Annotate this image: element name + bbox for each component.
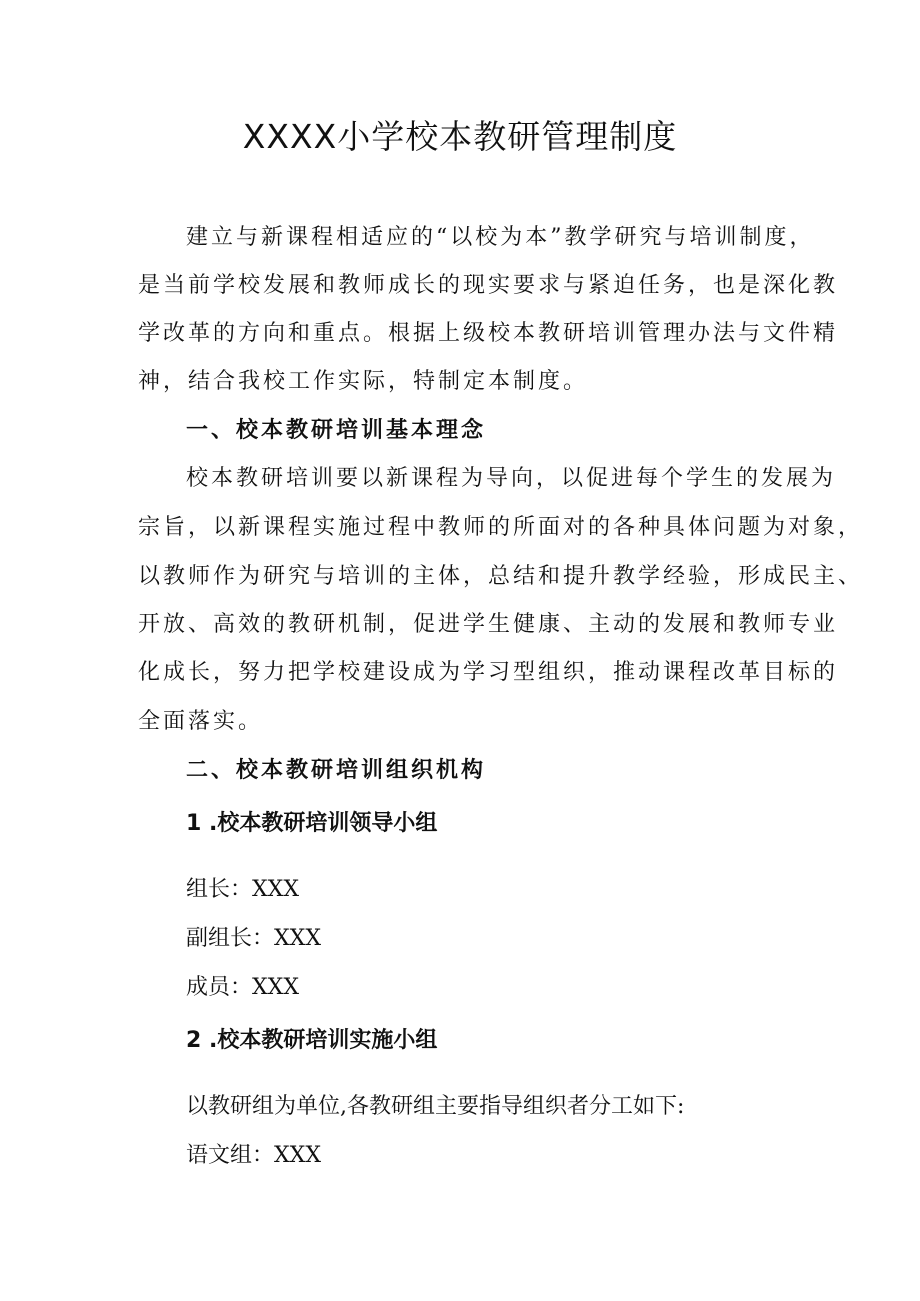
- leader-line: 组长：XXX: [186, 877, 299, 902]
- section-1-line-3: 以教师作为研究与培训的主体，总结和提升教学经验，形成民主、: [138, 564, 864, 589]
- intro-line-3: 学改革的方向和重点。根据上级校本教研培训管理办法与文件精: [138, 321, 839, 346]
- section-1-line-6: 全面落实。: [138, 709, 264, 734]
- document-title: XXXX小学校本教研管理制度: [242, 117, 678, 156]
- section-2-heading: 二、校本教研培训组织机构: [186, 758, 487, 783]
- section-1-line-5: 化成长，努力把学校建设成为学习型组织，推动课程改革目标的: [138, 660, 839, 685]
- section-1-heading: 一、校本教研培训基本理念: [186, 418, 487, 443]
- intro-line-4: 神，结合我校工作实际，特制定本制度。: [138, 369, 589, 394]
- subsection-1-heading: 1 .校本教研培训领导小组: [186, 811, 438, 836]
- members-line: 成员：XXX: [186, 975, 299, 1000]
- division-intro-line: 以教研组为单位,各教研组主要指导组织者分工如下:: [186, 1094, 685, 1119]
- section-1-line-2: 宗旨，以新课程实施过程中教师的所面对的各种具体问题为对象，: [138, 515, 864, 540]
- chinese-group-line: 语文组：XXX: [186, 1143, 321, 1168]
- intro-line-2: 是当前学校发展和教师成长的现实要求与紧迫任务，也是深化教: [138, 273, 839, 298]
- subsection-2-heading: 2 .校本教研培训实施小组: [186, 1028, 438, 1053]
- section-1-line-4: 开放、高效的教研机制，促进学生健康、主动的发展和教师专业: [138, 612, 839, 637]
- deputy-leader-line: 副组长：XXX: [186, 926, 321, 951]
- intro-line-1: 建立与新课程相适应的“以校为本”教学研究与培训制度，: [186, 225, 815, 250]
- section-1-line-1: 校本教研培训要以新课程为导向，以促进每个学生的发展为: [186, 466, 837, 491]
